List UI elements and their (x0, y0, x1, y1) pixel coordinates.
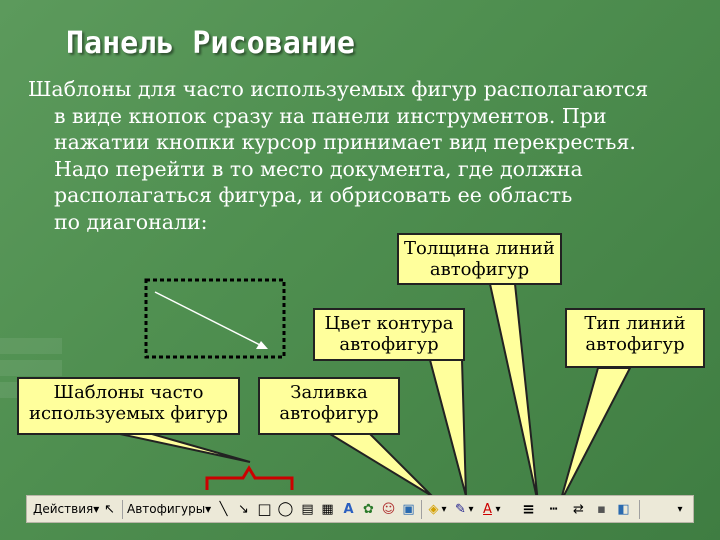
callout-text: Тип линий (584, 313, 686, 334)
actions-menu-button[interactable] (33, 500, 99, 519)
callout-outline-color (313, 308, 465, 361)
callout-text: автофигур (339, 334, 439, 355)
drawing-toolbar (26, 495, 694, 523)
toolbar-separator (122, 500, 123, 519)
callout-text: автофигур (585, 334, 685, 355)
callout-pointer-line-width (490, 284, 538, 503)
vertical-textbox-icon[interactable]: ▦ (321, 502, 334, 517)
shape-buttons-bracket (207, 468, 292, 490)
rectangle-tool-icon[interactable]: □ (257, 500, 272, 518)
arrow-tool-icon[interactable]: ↘ (238, 502, 249, 517)
dash-style-icon[interactable]: ┅ (549, 502, 558, 517)
shadow-style-icon[interactable]: ▪ (597, 502, 606, 517)
line-color-icon[interactable]: ✎ (455, 502, 466, 517)
callout-fill (258, 377, 400, 435)
callout-text: используемых фигур (28, 403, 229, 424)
dropdown-icon[interactable]: ▾ (495, 504, 501, 515)
callout-text: Заливка (290, 382, 368, 403)
diagram-icon[interactable]: ✿ (363, 502, 374, 517)
callout-text: Шаблоны часто (53, 382, 204, 403)
clipart-icon[interactable]: ☺ (381, 502, 396, 517)
select-objects-icon[interactable]: ↖ (104, 502, 115, 517)
dropdown-icon[interactable]: ▾ (441, 504, 447, 515)
paragraph-line: по диагонали: (54, 209, 208, 234)
3d-style-icon[interactable]: ◧ (617, 502, 630, 517)
oval-tool-icon[interactable]: ◯ (277, 501, 294, 517)
paragraph-line: располагаться фигура, и обрисовать ее область (54, 183, 573, 207)
callout-text: Цвет контура (324, 313, 454, 334)
autoshapes-menu-button[interactable] (127, 500, 211, 519)
line-tool-icon[interactable]: ╲ (219, 502, 228, 517)
diagonal-arrow-line (155, 292, 262, 346)
callout-line-width (397, 233, 562, 285)
paragraph-line: Надо перейти в то место документа, где должна (54, 156, 583, 181)
callout-line-type (565, 308, 705, 368)
callout-pointer-shape-templates (120, 434, 250, 462)
dropdown-icon: ▾ (205, 502, 212, 516)
paragraph-line: нажатии кнопки курсор принимает вид перекрестья. (54, 130, 636, 154)
callout-shape-templates (17, 377, 240, 435)
dropdown-icon[interactable]: ▾ (468, 504, 474, 515)
dropdown-icon: ▾ (93, 502, 100, 516)
line-style-icon[interactable]: ≡ (522, 500, 535, 518)
actions-label: Действия (33, 502, 94, 516)
paragraph-line: в виде кнопок сразу на панели инструментов. При (54, 103, 607, 128)
callout-text: автофигур (429, 259, 530, 280)
diagonal-arrow-head (256, 341, 268, 349)
arrow-style-icon[interactable]: ⇄ (573, 502, 584, 517)
paragraph-line: Шаблоны для часто используемых фигур располагаются (28, 77, 649, 101)
font-color-icon[interactable]: A (483, 502, 492, 517)
callout-pointer-line-type (560, 368, 630, 503)
textbox-icon[interactable]: ▤ (301, 502, 314, 517)
callout-text: автофигур (279, 403, 379, 424)
toolbar-options-icon[interactable]: ▾ (677, 504, 683, 515)
callout-pointer-fill (330, 434, 432, 496)
toolbar-separator (639, 500, 640, 519)
autoshapes-label: Автофигуры (127, 502, 206, 516)
toolbar-separator (421, 500, 422, 519)
fill-color-icon[interactable]: ◈ (428, 502, 439, 517)
wordart-icon[interactable]: A (343, 502, 354, 517)
callout-text: Толщина линий (404, 238, 555, 259)
insert-picture-icon[interactable]: ▣ (402, 502, 415, 517)
callout-pointer-outline-color (430, 360, 466, 496)
slide-title: Панель Рисование (66, 26, 355, 61)
